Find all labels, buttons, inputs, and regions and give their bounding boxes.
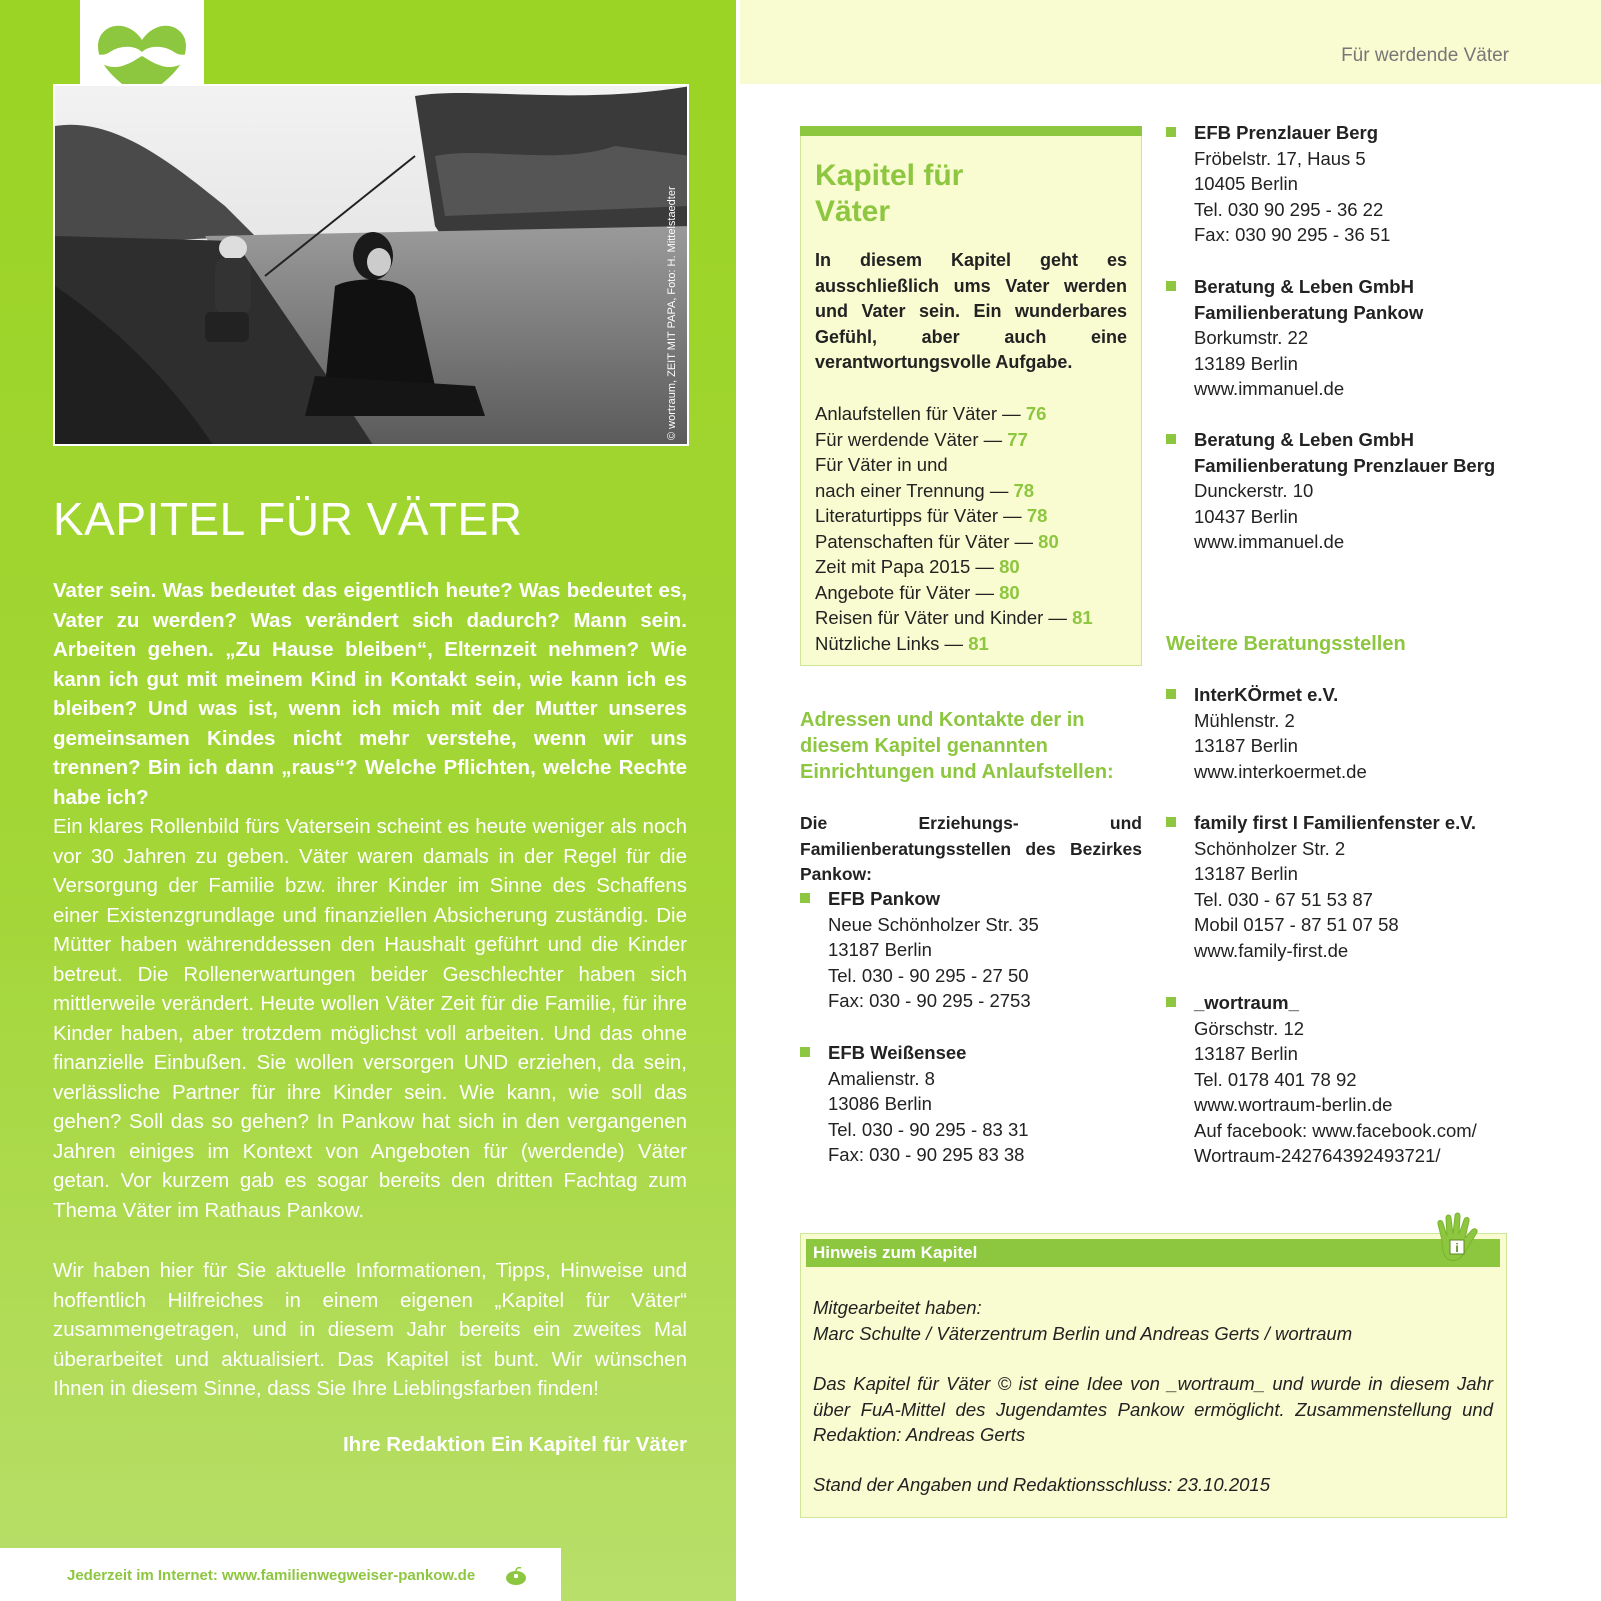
note-idea: Das Kapitel für Väter © ist eine Idee von _wortraum_ und wurde in diesem Jahr über FuA-Mittel des Jugendamtes Pankow ermöglicht. Zusammenstellung und Redaktion: Andreas Gerts	[813, 1373, 1493, 1445]
chapter-box-bar	[800, 126, 1142, 136]
bullet-square	[1166, 817, 1176, 827]
address-entry-beratung-pankow: Beratung & Leben GmbH Familienberatung Pankow Borkumstr. 22 13189 Berlin www.immanuel.de	[1194, 274, 1524, 402]
address-entry-efb-prenzlauer-berg: EFB Prenzlauer Berg Fröbelstr. 17, Haus 5 10405 Berlin Tel. 030 90 295 - 36 22 Fax: 030 90 295 - 36 51	[1194, 120, 1524, 248]
counseling-centers-subheading: Die Erziehungs- und Familienberatungsstellen des Bezirkes Pankow:	[800, 813, 1142, 884]
address-entry-beratung-prenzlauer-berg: Beratung & Leben GmbH Familienberatung Prenzlauer Berg Dunckerstr. 10 10437 Berlin www.immanuel.de	[1194, 427, 1524, 555]
header-band	[740, 0, 1601, 84]
bullet-square	[1166, 127, 1176, 137]
facebook-link[interactable]: Auf facebook: www.facebook.com/	[1194, 1119, 1477, 1141]
bullet-square	[1166, 281, 1176, 291]
address-entry-interkoermet: InterKÖrmet e.V. Mühlenstr. 2 13187 Berlin www.interkoermet.de	[1194, 682, 1524, 784]
chapter-box-title	[815, 158, 963, 230]
chapter-box-title-line1: Kapitel für	[815, 159, 964, 192]
photo-credit: © wortraum, ZEIT MIT PAPA, Foto: H. Mittelstaedter	[666, 186, 678, 440]
bullet-square	[1166, 434, 1176, 444]
website-link[interactable]: www.family-first.de	[1194, 939, 1349, 961]
website-link[interactable]: www.wortraum-berlin.de	[1194, 1094, 1393, 1115]
intro-paragraph: Vater sein. Was bedeutet das eigentlich heute? Was bedeutet es, Vater zu werden? Was verändert sich dadurch? Mann sein. Arbeiten gehen. „Zu Hause bleiben“, Elternzeit nehmen? Wie kann ich gut mit meinem Kind in Kontakt sein, wie kann ich es bleiben? Und was ist, wenn ich mich mit der Mutter unseres gemeinsamen Kindes nicht mehr verstehe, wenn wir uns trennen? Bin ich dann „raus“? Welche Pflichten, welche Rechte habe ich?	[53, 579, 687, 809]
address-entry-wortraum: _wortraum_ Görschstr. 12 13187 Berlin Tel. 0178 401 78 92 www.wortraum-berlin.de Auf facebook: www.facebook.com/ Wortraum-242764392493721/	[1194, 990, 1524, 1169]
svg-text:i: i	[1455, 1241, 1459, 1255]
toc-item[interactable]: Für werdende Väter — 77	[815, 428, 1028, 450]
toc-item[interactable]: nach einer Trennung — 78	[815, 479, 1035, 501]
website-link[interactable]: www.interkoermet.de	[1194, 760, 1367, 782]
chapter-note-title: Hinweis zum Kapitel	[813, 1243, 978, 1262]
toc-item[interactable]: Für Väter in und	[815, 454, 948, 475]
table-of-contents	[815, 401, 1135, 656]
left-panel	[0, 0, 736, 1601]
further-centers-heading: Weitere Beratungsstellen	[1166, 633, 1406, 655]
facebook-link-cont[interactable]: Wortraum-242764392493721/	[1194, 1145, 1441, 1166]
note-date: Stand der Angaben und Redaktionsschluss: 23.10.2015	[813, 1474, 1271, 1495]
bullet-square	[800, 893, 810, 903]
chapter-box-title-line2: Väter	[815, 195, 891, 228]
toc-item[interactable]: Patenschaften für Väter — 80	[815, 530, 1059, 552]
bullet-square	[1166, 689, 1176, 699]
toc-item[interactable]: Angebote für Väter — 80	[815, 581, 1020, 603]
toc-item[interactable]: Literaturtipps für Väter — 78	[815, 505, 1048, 526]
website-link[interactable]: www.immanuel.de	[1194, 531, 1345, 552]
footer-website-link[interactable]: Jederzeit im Internet: www.familienwegweiser-pankow.de	[67, 1567, 476, 1584]
toc-item[interactable]: Zeit mit Papa 2015 — 80	[815, 556, 1020, 577]
section-label: Für werdende Väter	[1341, 45, 1509, 66]
address-entry-efb-pankow: EFB Pankow Neue Schönholzer Str. 35 13187 Berlin Tel. 030 - 90 295 - 27 50 Fax: 030 - 90 295 - 2753	[828, 886, 1158, 1014]
address-entry-family-first: family first I Familienfenster e.V. Schönholzer Str. 2 13187 Berlin Tel. 030 - 67 51 53 87 Mobil 0157 - 87 51 07 58 www.family-first.de	[1194, 810, 1524, 963]
bullet-square	[1166, 997, 1176, 1007]
toc-item[interactable]: Reisen für Väter und Kinder — 81	[815, 607, 1093, 628]
toc-item[interactable]: Nützliche Links — 81	[815, 632, 989, 654]
body-paragraph-2: Wir haben hier für Sie aktuelle Informationen, Tipps, Hinweise und hoffentlich Hilfreiches in einem eigenen „Kapitel für Väter“ zusammengetragen, und in diesem Jahr bereits ein zweites Mal überarbeitet und aktualisiert. Das Kapitel ist bunt. Wir wünschen Ihnen in diesem Sinne, dass Sie Ihre Lieblingsfarben finden!	[53, 1259, 687, 1400]
note-contributors: Mitgearbeitet haben: Marc Schulte / Väterzentrum Berlin und Andreas Gerts / wortraum	[813, 1297, 1353, 1344]
father-child-fishing-photo	[53, 84, 689, 446]
body-paragraph-1: Ein klares Rollenbild fürs Vatersein scheint es heute weniger als noch vor 30 Jahren zu geben. Väter waren damals in der Regel für die Versorgung der Familie bzw. ihrer Kinder im Sinne des Schaffens einer Existenzgrundlage und finanziellen Absicherung zuständig. Die Mütter haben währenddessen den Haushalt geführt und die Kinder betreut. Die Rollenerwartungen beider Geschlechter haben sich mittlerweile verändert. Heute wollen Väter Zeit für die Familie, für ihre Kinder haben, aber trotzdem möglichst voll arbeiten. Und das ohne finanzielle Einbußen. Sie wollen versorgen UND erziehen, da sein, verlässliche Partner für ihre Kinder sein. Wie kann, wie soll das gehen? Soll das so gehen? In Pankow hat sich in den vergangenen Jahren einiges im Kontext von Angeboten für (werdende) Väter getan. Vor kurzem gab es sogar bereits den dritten Fachtag zum Thema Väter im Rathaus Pankow.	[53, 815, 687, 1222]
website-link[interactable]: www.immanuel.de	[1194, 378, 1345, 399]
toc-item[interactable]: Anlaufstellen für Väter — 76	[815, 403, 1047, 424]
address-entry-efb-weissensee: EFB Weißensee Amalienstr. 8 13086 Berlin Tel. 030 - 90 295 - 83 31 Fax: 030 - 90 295 83 38	[828, 1040, 1158, 1168]
chapter-box-lead: In diesem Kapitel geht es ausschließlich ums Vater werden und Vater sein. Ein wunderbares Gefühl, aber auch eine verantwortungsvolle Aufgabe.	[815, 250, 1127, 372]
chapter-title: KAPITEL FÜR VÄTER	[53, 493, 523, 545]
addresses-heading: Adressen und Kontakte der in diesem Kapitel genannten Einrichtungen und Anlaufstellen:	[800, 709, 1114, 783]
hand-info-icon	[1428, 1210, 1488, 1270]
bullet-square	[800, 1047, 810, 1057]
mouse-icon	[505, 1567, 527, 1585]
editorial-signature: Ihre Redaktion Ein Kapitel für Väter	[342, 1433, 687, 1456]
